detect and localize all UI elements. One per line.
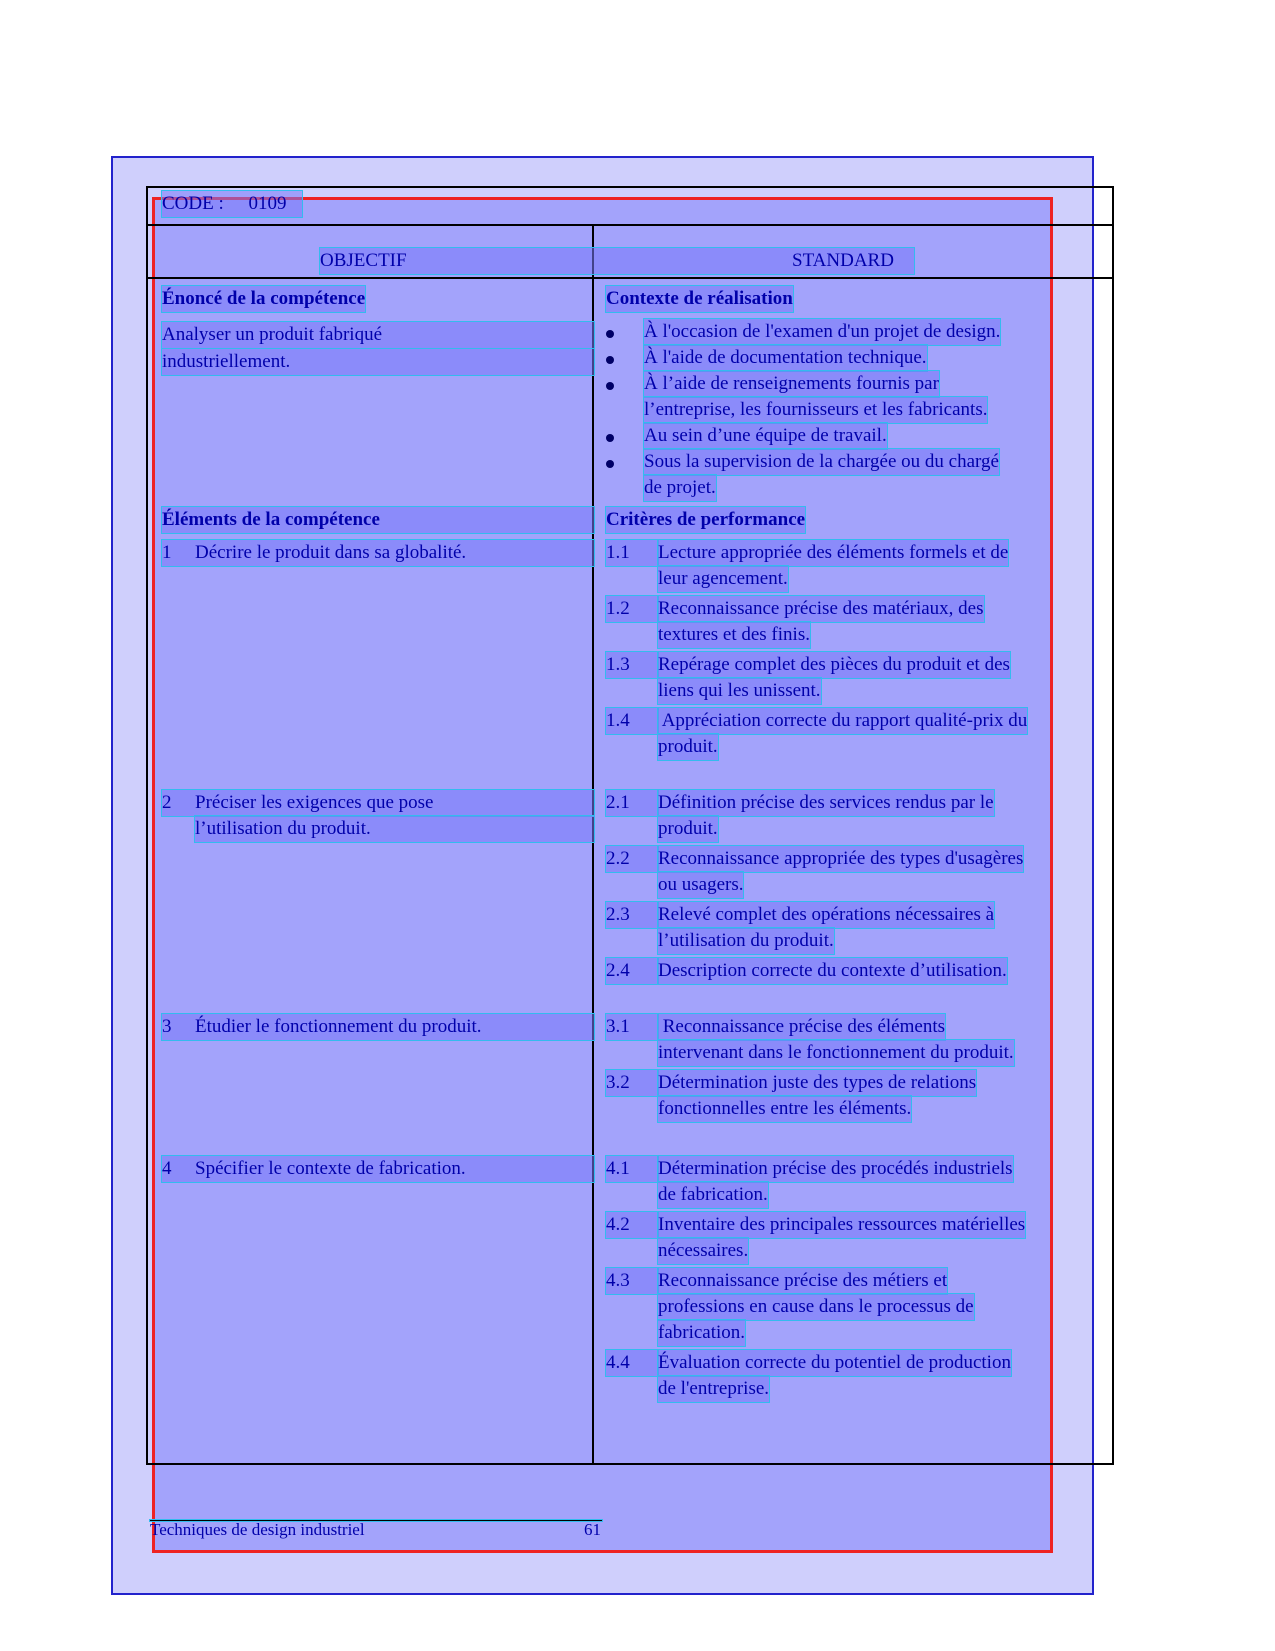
element-4-text: Spécifier le contexte de fabrication.: [195, 1158, 466, 1179]
criterion-2-3-line-1: Relevé complet des opérations nécessaires à: [658, 902, 994, 928]
code-value: 0109: [248, 193, 287, 214]
table-left-border: [146, 186, 148, 1465]
element-number: 1: [162, 542, 172, 563]
header-divider: [146, 224, 1114, 226]
criterion-number: 2.4: [606, 958, 658, 984]
footer-program: Techniques de design industriel: [150, 1520, 365, 1539]
criterion-number: 4.1: [606, 1156, 658, 1182]
enonce-text-line-1: Analyser un produit fabriqué: [162, 322, 594, 348]
column-header-standard: STANDARD: [792, 250, 894, 271]
criterion-3-2-line-1: Détermination juste des types de relations: [658, 1070, 976, 1096]
criterion-number: 1.1: [606, 540, 658, 566]
column-header-divider: [146, 277, 1114, 279]
element-number: 3: [162, 1016, 172, 1037]
criteres-title: Critères de performance: [606, 507, 805, 533]
element-2-text-line-2: l’utilisation du produit.: [195, 816, 594, 842]
contexte-item-3-line-1: À l’aide de renseignements fournis par: [644, 371, 939, 397]
criterion-2-1-line-1: Définition précise des services rendus par le: [658, 790, 994, 816]
criterion-number: 1.4: [606, 708, 658, 734]
criterion-number: 3.1: [606, 1014, 658, 1040]
criterion-number: 2.1: [606, 790, 658, 816]
bullet-icon: [606, 460, 614, 468]
footer-page-number: 61: [584, 1520, 601, 1539]
criterion-4-3-line-2: professions en cause dans le processus de: [658, 1294, 974, 1320]
criterion-number: 4.4: [606, 1350, 658, 1376]
elements-title: Éléments de la compétence: [162, 507, 594, 533]
criterion-2-3-line-2: l’utilisation du produit.: [658, 928, 834, 954]
criterion-number: 3.2: [606, 1070, 658, 1096]
criterion-4-1-line-1: Détermination précise des procédés industriels: [658, 1156, 1013, 1182]
element-2-text-line-1: Préciser les exigences que pose: [195, 792, 434, 813]
criterion-1-3-line-2: liens qui les unissent.: [658, 678, 821, 704]
criterion-4-4-line-1: Évaluation correcte du potentiel de production: [658, 1350, 1011, 1376]
element-number: 4: [162, 1158, 172, 1179]
criterion-1-2-line-2: textures et des finis.: [658, 622, 810, 648]
contexte-item-4: Au sein d’une équipe de travail.: [644, 423, 887, 449]
criterion-4-1-line-2: de fabrication.: [658, 1182, 768, 1208]
criterion-4-4-line-2: de l'entreprise.: [658, 1376, 769, 1402]
table-bottom-border: [146, 1463, 1114, 1465]
column-divider: [592, 224, 594, 1465]
criterion-1-2-line-1: Reconnaissance précise des matériaux, des: [658, 596, 984, 622]
criterion-number: 4.2: [606, 1212, 658, 1238]
criterion-4-2-line-1: Inventaire des principales ressources matérielles: [658, 1212, 1025, 1238]
criterion-2-4-line-1: Description correcte du contexte d’utilisation.: [658, 958, 1007, 984]
contexte-item-1: À l'occasion de l'examen d'un projet de design.: [644, 319, 1000, 345]
criterion-3-1-line-2: intervenant dans le fonctionnement du produit.: [658, 1040, 1014, 1066]
element-1-text: Décrire le produit dans sa globalité.: [195, 542, 467, 563]
bullet-icon: [606, 434, 614, 442]
criterion-number: 2.2: [606, 846, 658, 872]
bullet-icon: [606, 356, 614, 364]
enonce-title: Énoncé de la compétence: [162, 286, 365, 312]
criterion-4-3-line-1: Reconnaissance précise des métiers et: [658, 1268, 947, 1294]
criterion-number: 2.3: [606, 902, 658, 928]
criterion-4-2-line-2: nécessaires.: [658, 1238, 748, 1264]
criterion-2-2-line-2: ou usagers.: [658, 872, 743, 898]
contexte-item-2: À l'aide de documentation technique.: [644, 345, 927, 371]
criterion-number: 4.3: [606, 1268, 658, 1294]
contexte-item-5-line-1: Sous la supervision de la chargée ou du chargé: [644, 449, 999, 475]
bullet-icon: [606, 330, 614, 338]
criterion-1-4-line-2: produit.: [658, 734, 718, 760]
criterion-number: 1.2: [606, 596, 658, 622]
contexte-item-3-line-2: l’entreprise, les fournisseurs et les fabricants.: [644, 397, 987, 423]
criterion-3-1-line-1: Reconnaissance précise des éléments: [658, 1014, 945, 1040]
criterion-2-2-line-1: Reconnaissance appropriée des types d'usagères: [658, 846, 1023, 872]
contexte-item-5-line-2: de projet.: [644, 475, 716, 501]
table-right-border: [1112, 186, 1114, 1465]
contexte-title: Contexte de réalisation: [606, 286, 793, 312]
criterion-number: 1.3: [606, 652, 658, 678]
criterion-3-2-line-2: fonctionnelles entre les éléments.: [658, 1096, 911, 1122]
element-number: 2: [162, 792, 172, 813]
table-top-border: [146, 186, 1114, 188]
criterion-1-3-line-1: Repérage complet des pièces du produit et des: [658, 652, 1010, 678]
code-label: CODE :: [162, 193, 224, 214]
criterion-1-1-line-2: leur agencement.: [658, 566, 788, 592]
enonce-text-line-2: industriellement.: [162, 349, 594, 375]
element-3-text: Étudier le fonctionnement du produit.: [195, 1016, 482, 1037]
criterion-4-3-line-3: fabrication.: [658, 1320, 745, 1346]
criterion-1-1-line-1: Lecture appropriée des éléments formels et de: [658, 540, 1008, 566]
criterion-2-1-line-2: produit.: [658, 816, 718, 842]
bullet-icon: [606, 382, 614, 390]
criterion-1-4-line-1: Appréciation correcte du rapport qualité-prix du: [658, 708, 1027, 734]
code-field: [162, 191, 302, 217]
column-header-objectif: OBJECTIF: [320, 250, 407, 271]
